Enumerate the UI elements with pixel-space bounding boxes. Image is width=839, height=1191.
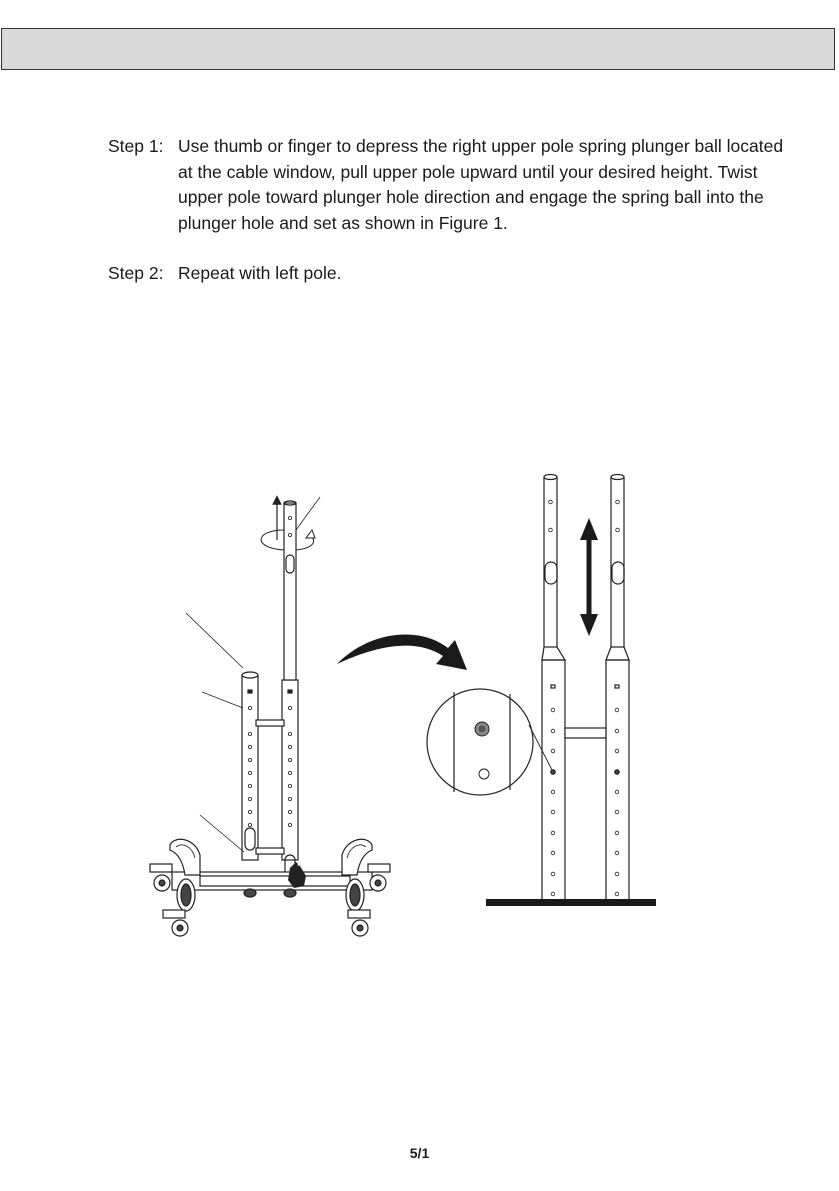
step-1 — [108, 134, 788, 236]
step-1-text: Use thumb or finger to depress the right upper pole spring plunger ball located at the cable window, pull upper pole upward until your desired height. Twist upper pole toward plunger hole direction and engage the spring ball into the plunger hole and set as shown in Figure 1. — [178, 136, 784, 233]
figure-1 — [0, 460, 839, 960]
header-bar — [1, 28, 835, 70]
tv-cart-illustration — [150, 497, 390, 936]
step-2-text: Repeat with left pole. — [178, 263, 342, 283]
double-arrow-icon — [580, 518, 598, 636]
instructions — [108, 134, 788, 287]
floor-base — [486, 899, 656, 906]
step-2 — [108, 261, 788, 287]
step-1-label: Step 1: — [108, 136, 164, 156]
page-number: 5/1 — [409, 1145, 430, 1161]
hand-icon — [288, 858, 306, 888]
detail-magnifier — [427, 689, 552, 795]
step-2-label: Step 2: — [108, 263, 164, 283]
curved-arrow-icon — [337, 634, 467, 670]
